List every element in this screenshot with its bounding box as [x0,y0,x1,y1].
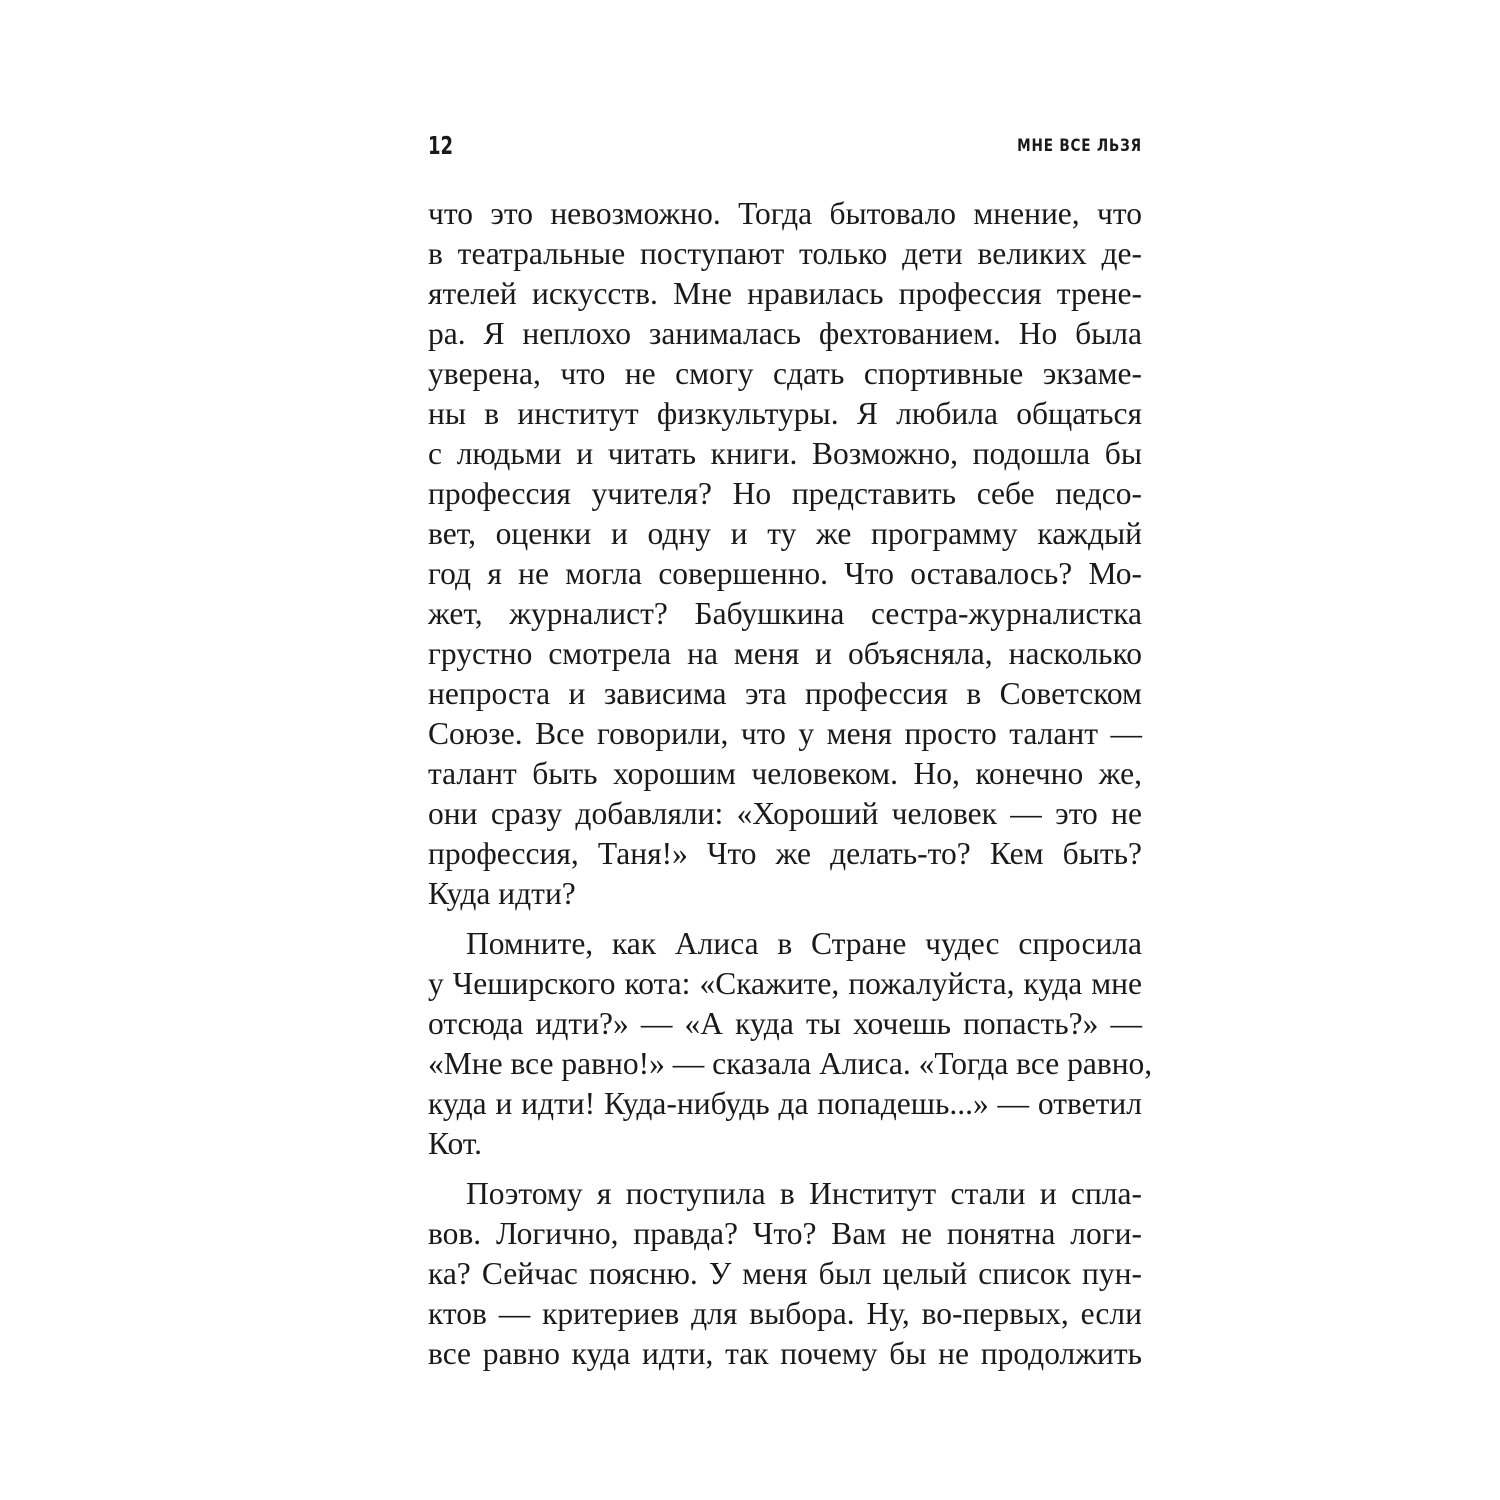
paragraph [428,1174,1142,1374]
text-line: в театральные поступают только дети великих де- [428,236,1142,271]
text-line: вет, оценки и одну и ту же программу каждый [428,516,1142,551]
page-number: 12 [428,131,454,160]
text-line: талант быть хорошим человеком. Но, конечно же, [428,756,1142,791]
paragraph [428,194,1142,914]
text-line: жет, журналист? Бабушкина сестра-журналистка [428,596,1142,631]
text-line: Поэтому я поступила в Институт стали и спла- [466,1176,1142,1211]
text-line: профессия учителя? Но представить себе педсо- [428,476,1142,511]
text-line: ка? Сейчас поясню. У меня был целый список пун- [428,1256,1142,1291]
text-line: все равно куда идти, так почему бы не продолжить [428,1336,1142,1371]
text-line: с людьми и читать книги. Возможно, подошла бы [428,436,1142,471]
body-text [428,194,1153,1384]
text-line: куда и идти! Куда-нибудь да попадешь...» — ответил [428,1086,1142,1121]
text-line: «Мне все равно!» — сказала Алиса. «Тогда все равно, [428,1046,1153,1081]
text-line: ктов — критериев для выбора. Ну, во-первых, если [428,1296,1142,1331]
text-line: Куда идти? [428,876,576,911]
text-line: непроста и зависима эта профессия в Советском [428,676,1142,711]
text-line: грустно смотрела на меня и объясняла, насколько [428,636,1142,671]
text-line: Кот. [428,1126,483,1161]
text-line: ны в институт физкультуры. Я любила общаться [428,396,1142,431]
text-line: отсюда идти?» — «А куда ты хочешь попасть?» — [428,1006,1142,1041]
text-line: ятелей искусств. Мне нравилась профессия трене- [428,276,1142,311]
text-line: профессия, Таня!» Что же делать-то? Кем быть? [428,836,1142,871]
running-title: МНЕ ВСЕ ЛЬЗЯ [1017,136,1142,156]
text-line: у Чеширского кота: «Скажите, пожалуйста, куда мне [428,966,1142,1001]
page-header [428,128,1142,168]
text-line: они сразу добавляли: «Хороший человек — это не [428,796,1142,831]
text-line: Союзе. Все говорили, что у меня просто талант — [428,716,1142,751]
paragraph [428,924,1153,1164]
text-line: уверена, что не смогу сдать спортивные экзаме- [428,356,1142,391]
text-line: год я не могла совершенно. Что оставалось? Мо- [428,556,1142,591]
text-line: Помните, как Алиса в Стране чудес спросила [466,926,1142,961]
text-line: ра. Я неплохо занималась фехтованием. Но была [428,316,1142,351]
text-line: вов. Логично, правда? Что? Вам не понятна логи- [428,1216,1142,1251]
text-line: что это невозможно. Тогда бытовало мнение, что [428,196,1142,231]
